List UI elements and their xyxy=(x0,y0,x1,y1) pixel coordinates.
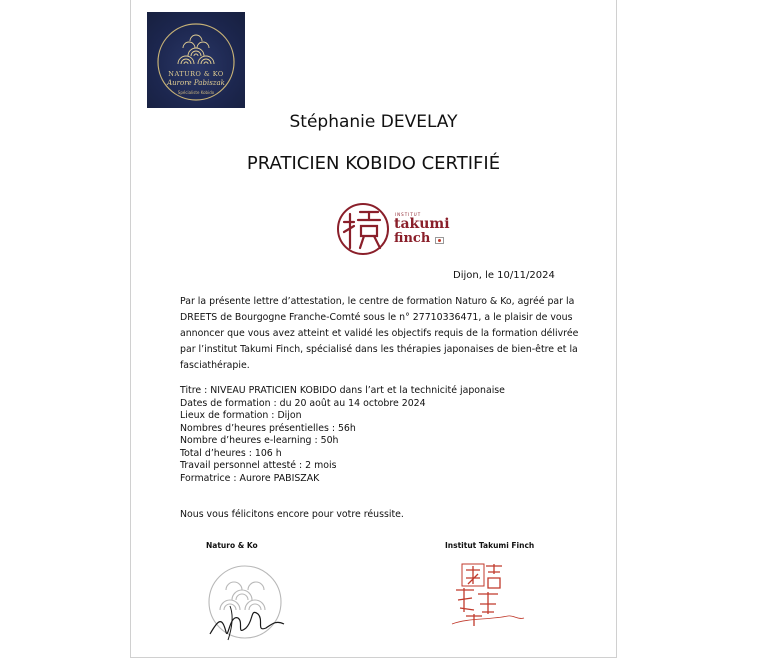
logo-line-2: Aurore Pabiszak xyxy=(167,79,225,87)
detail-line: Formatrice : Aurore PABISZAK xyxy=(180,472,320,484)
certificate-title: PRATICIEN KOBIDO CERTIFIÉ xyxy=(246,153,501,174)
date-line: Dijon, le 10/11/2024 xyxy=(453,270,555,281)
detail-line: Lieux de formation : Dijon xyxy=(180,410,302,421)
recipient-name: Stéphanie DEVELAY xyxy=(289,112,458,132)
naturo-ko-logo xyxy=(147,12,245,108)
takumi-finch-logo xyxy=(334,200,464,258)
paragraph-line: par l’institut Takumi Finch, spécialisé dans les thérapies japonaises de bien-être et la xyxy=(180,344,578,355)
detail-line: Nombre d’heures e-learning : 50h xyxy=(180,435,339,446)
takumi-finch-emblem-icon xyxy=(334,200,392,258)
attestation-paragraph xyxy=(180,294,579,374)
paragraph-line: Par la présente lettre d’attestation, le centre de formation Naturo & Ko, agréé par la xyxy=(180,296,575,307)
japan-flag-icon xyxy=(435,237,444,244)
brand-line-2: finch xyxy=(394,231,431,246)
logo-line-3: Spécialiste Kobido xyxy=(177,90,215,95)
training-details xyxy=(180,385,570,485)
paragraph-line: fasciathérapie. xyxy=(180,360,250,371)
detail-line: Dates de formation : du 20 août au 14 octobre 2024 xyxy=(180,397,426,409)
brand-line-1: takumi xyxy=(394,216,450,232)
closing-text: Nous vous félicitons encore pour votre réussite. xyxy=(180,509,404,520)
paragraph-line: annoncer que vous avez atteint et validé les objectifs requis de la formation délivrée xyxy=(180,328,579,339)
signature-label-left: Naturo & Ko xyxy=(206,541,258,550)
naturo-ko-stamp-signature xyxy=(200,558,290,650)
detail-line: Nombres d’heures présentielles : 56h xyxy=(180,422,356,434)
detail-line: Total d’heures : 106 h xyxy=(180,447,282,459)
signature-label-right: Institut Takumi Finch xyxy=(445,541,535,550)
detail-line: Travail personnel attesté : 2 mois xyxy=(180,460,337,471)
logo-line-1: NATURO & KO xyxy=(168,70,224,78)
brand-small-label: INSTITUT xyxy=(395,212,422,217)
takumi-finch-seal xyxy=(448,560,528,634)
detail-line: Titre : NIVEAU PRATICIEN KOBIDO dans l’art et la technicité japonaise xyxy=(180,385,505,396)
paragraph-line: DREETS de Bourgogne Franche-Comté sous le n° 27710336471, a le plaisir de vous xyxy=(180,312,573,323)
